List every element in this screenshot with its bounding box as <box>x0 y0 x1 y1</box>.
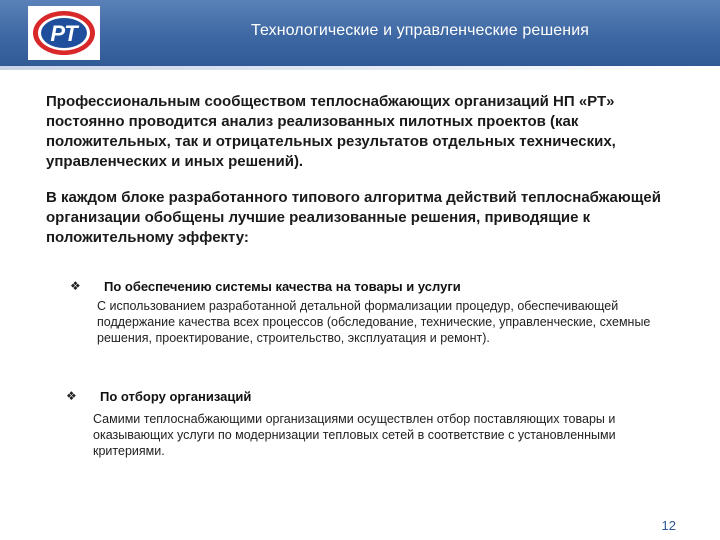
intro-paragraph: Профессиональным сообществом теплоснабжающих организаций НП «РТ» постоянно проводится анализ реализованных пилотных проектов (как положительных, так и отрицательных результатов отдельных технических, управленческих и иных решений). <box>46 93 616 170</box>
bullet-heading-quality: По обеспечению системы качества на товары и услуги <box>104 279 461 294</box>
bullet-heading-selection: По отбору организаций <box>100 389 252 404</box>
bullet-diamond-icon: ❖ <box>66 389 77 403</box>
bullet-diamond-icon: ❖ <box>70 279 81 293</box>
bullet-text-selection: Самими теплоснабжающими организациями осуществлен отбор поставляющих товары и оказывающих услуги по модернизации тепловых сетей в соответствие с установленными критериями. <box>93 412 616 458</box>
bullet-text-quality: С использованием разработанной детальной формализации процедур, обеспечивающей поддержание качества всех процессов (обследование, технические, управленческие, схемные решения, проектирование, строительство, эксплуатация и ремонт). <box>97 299 651 345</box>
algorithm-paragraph: В каждом блоке разработанного типового алгоритма действий теплоснабжающей организации обобщены лучшие реализованные решения, приводящие к положительному эффекту: <box>46 189 661 246</box>
rt-logo <box>28 6 100 60</box>
page-number: 12 <box>661 518 676 533</box>
logo-text: РТ <box>50 21 78 46</box>
page-title: Технологические и управленческие решения <box>250 22 590 39</box>
header-bar <box>0 0 720 66</box>
header-divider <box>0 66 720 70</box>
